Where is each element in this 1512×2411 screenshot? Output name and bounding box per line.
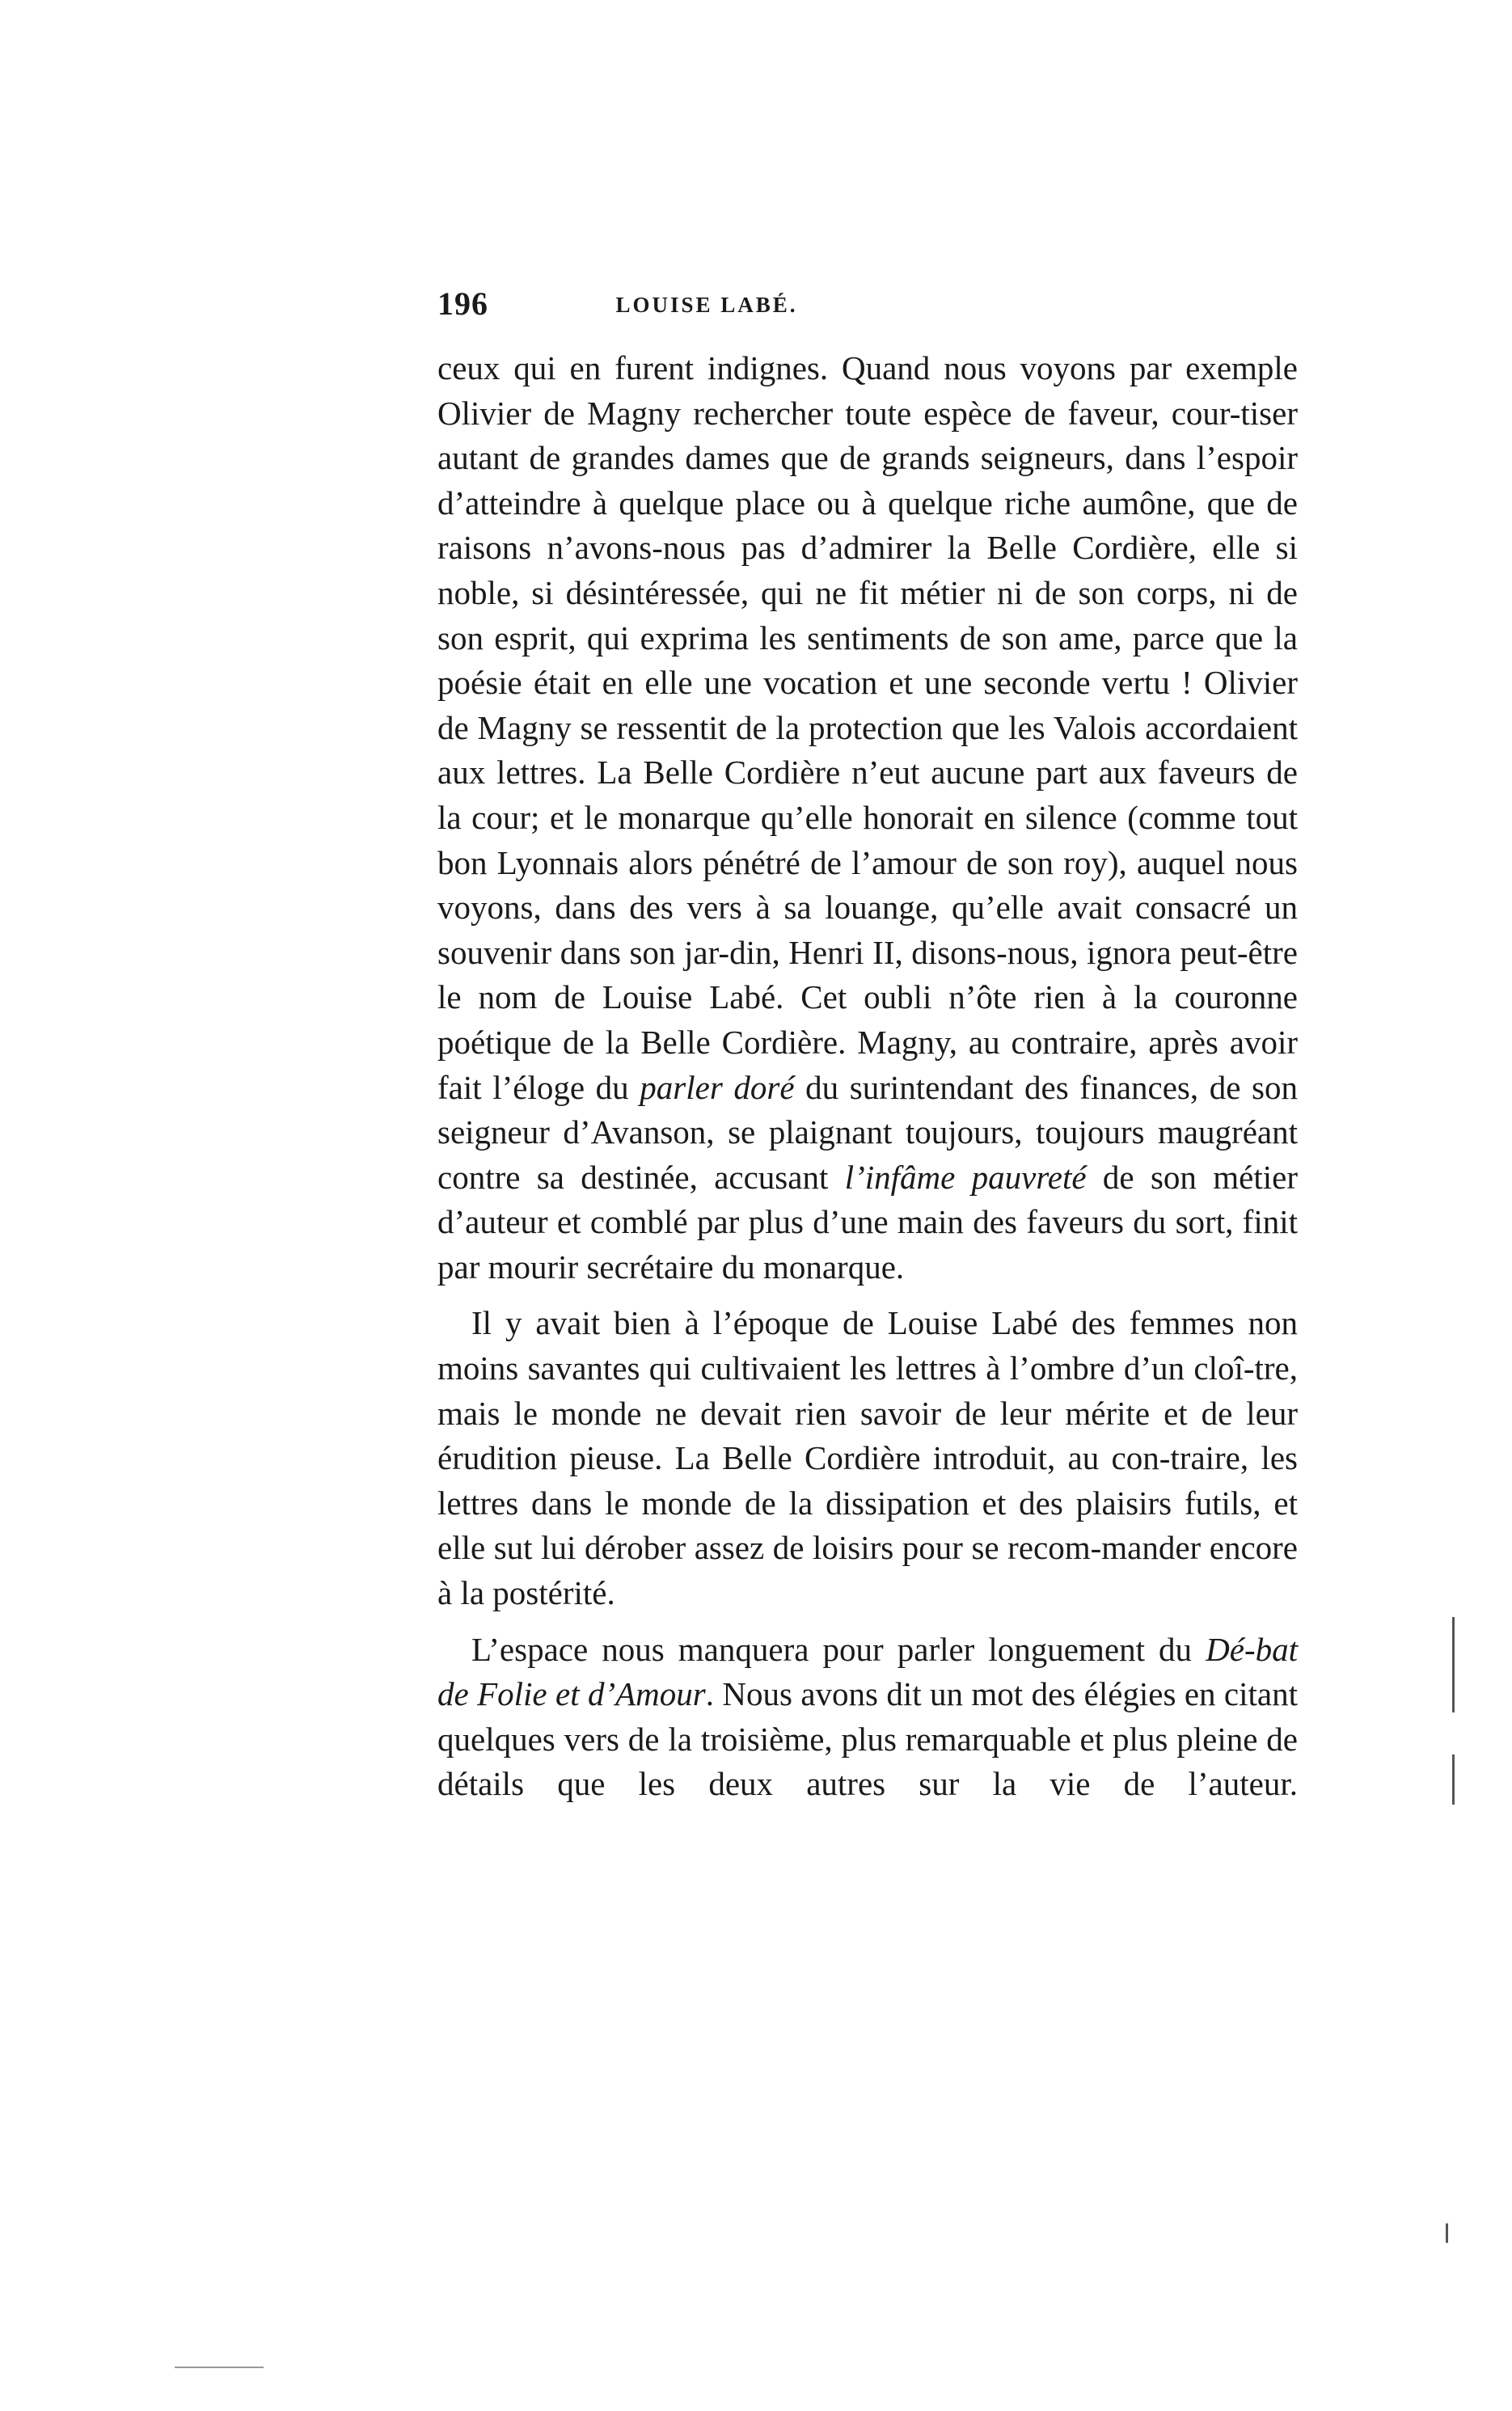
scan-line-bottom bbox=[175, 2367, 264, 2368]
paragraph-2 bbox=[437, 1301, 1298, 1615]
paragraph-2-text: Il y avait bien à l’époque de Louise Labé des femmes non moins savantes qui cultivaient les lettres à l’ombre d’un cloî-tre, mais le monde ne devait rien savoir de leur mérite et de leur érudition pieuse. La Belle Cordière introduit, au con-traire, les lettres dans le monde de la dissipation et des plaisirs futils, et elle sut lui dérober assez de loisirs pour se recom-mander encore à la postérité. bbox=[437, 1304, 1298, 1612]
paragraph-1-italic-infame-pauvrete: l’infâme pauvreté bbox=[844, 1158, 1087, 1196]
margin-mark-2 bbox=[1452, 1754, 1455, 1805]
body-text bbox=[437, 346, 1298, 1807]
margin-mark-3 bbox=[1446, 2223, 1448, 2243]
running-title: LOUISE LABÉ. bbox=[615, 293, 798, 317]
paragraph-1-text-2: du surintendant des finances, de son seigneur d’Avanson, se plaignant toujours, toujours maugréant contre sa destinée, accusant bbox=[437, 1068, 1299, 1196]
margin-mark-1 bbox=[1452, 1617, 1455, 1712]
page-header bbox=[437, 285, 976, 325]
paragraph-1-text-3: de son métier d’auteur et comblé par plus d’une main des faveurs du sort, finit par mourir secrétaire du monarque. bbox=[437, 1158, 1298, 1286]
page-number: 196 bbox=[437, 285, 488, 322]
paragraph-1-italic-parler-dore: parler doré bbox=[640, 1068, 795, 1106]
paragraph-3-italic-title: Dé-bat de Folie et d’Amour bbox=[437, 1630, 1298, 1713]
paragraph-1 bbox=[437, 346, 1298, 1290]
paragraph-3-text-1: L’espace nous manquera pour parler longuement du bbox=[471, 1630, 1206, 1668]
paragraph-3 bbox=[437, 1628, 1298, 1807]
paragraph-3-text-2: . Nous avons dit un mot des élégies en citant quelques vers de la troisième, plus remarquable et plus pleine de détails que les deux autres sur la vie de l’auteur. bbox=[437, 1675, 1298, 1803]
paragraph-1-text-1: ceux qui en furent indignes. Quand nous voyons par exemple Olivier de Magny rechercher toute espèce de faveur, cour-tiser autant de grandes dames que de grands seigneurs, dans l’espoir d’atteindre à quelque place ou à quelque riche aumône, que de raisons n’avons-nous pas d’admirer la Belle Cordière, elle si noble, si désintéressée, qui ne fit métier ni de son corps, ni de son esprit, qui exprima les sentiments de son ame, parce que la poésie était en elle une vocation et une seconde vertu ! Olivier de Magny se ressentit de la protection que les Valois accordaient aux lettres. La Belle Cordière n’eut aucune part aux faveurs de la cour; et le monarque qu’elle honorait en silence (comme tout bon Lyonnais alors pénétré de l’amour de son roy), auquel nous voyons, dans des vers à sa louange, qu’elle avait consacré un souvenir dans son jar-din, Henri II, disons-nous, ignora peut-être le nom de Louise Labé. Cet oubli n’ôte rien à la couronne poétique de la Belle Cordière. Magny, au contraire, après avoir fait l’éloge du bbox=[437, 349, 1298, 1106]
